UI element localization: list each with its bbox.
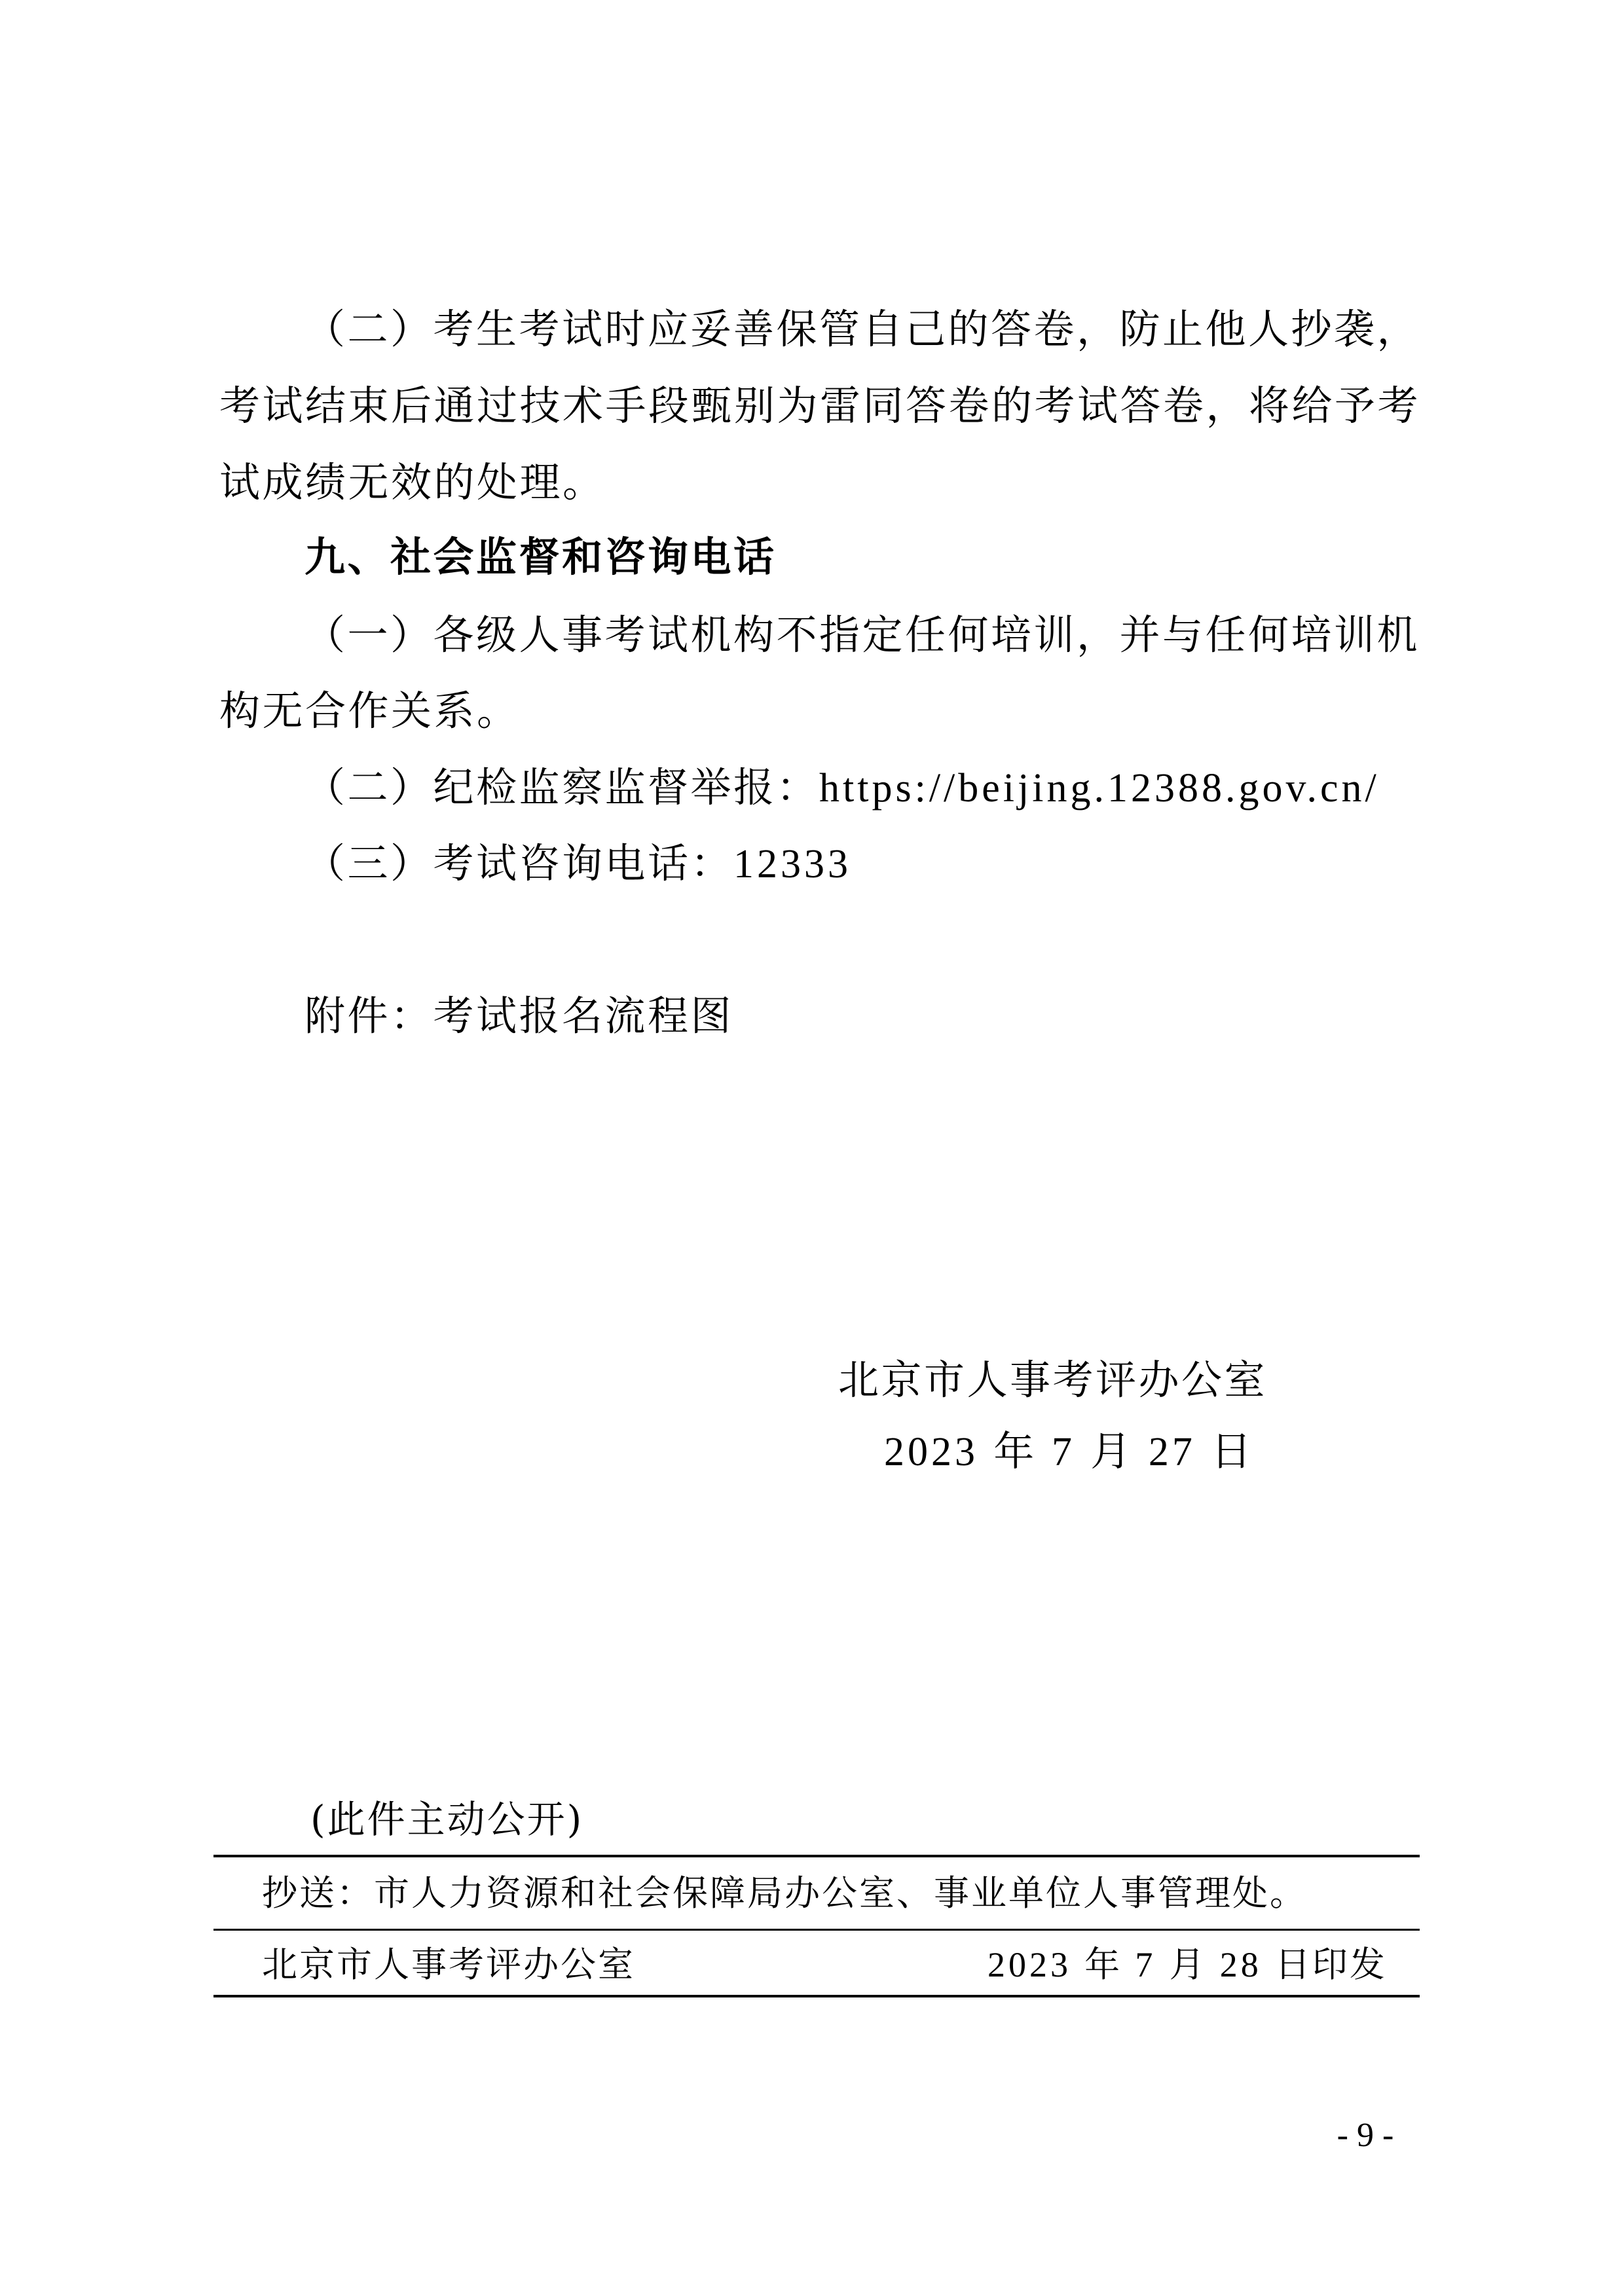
print-date-month: 7	[1135, 1945, 1156, 1984]
item-report-line	[304, 763, 1380, 811]
signature-date-year-unit: 年	[993, 1427, 1037, 1475]
print-date-day: 28	[1219, 1945, 1262, 1984]
attachment-label: 附件：	[304, 992, 434, 1040]
signature-date-year: 2023	[884, 1430, 978, 1474]
public-disclosure-note: (此件主动公开)	[310, 1797, 584, 1842]
paragraph-answer-sheet-line-1: （二）考生考试时应妥善保管自己的答卷，防止他人抄袭，	[304, 305, 1420, 353]
cc-recipients: 市人力资源和社会保障局办公室、事业单位人事管理处。	[374, 1872, 1307, 1914]
attachment-line	[304, 992, 734, 1040]
footer-issuer: 北京市人事考评办公室	[262, 1944, 635, 1985]
item-training-line-1: （一）各级人事考试机构不指定任何培训，并与任何培训机	[304, 611, 1420, 659]
footer-rule-middle	[213, 1929, 1420, 1931]
signature-organization: 北京市人事考评办公室	[838, 1356, 1268, 1404]
attachment-title: 考试报名流程图	[433, 992, 734, 1040]
print-date-year-unit: 年	[1084, 1944, 1122, 1985]
signature-date-day: 27	[1148, 1430, 1196, 1474]
section-heading-supervision: 九、社会监督和咨询电话	[304, 533, 777, 581]
paragraph-answer-sheet-line-3: 试成绩无效的处理。	[219, 458, 606, 506]
signature-date-month: 7	[1051, 1430, 1075, 1474]
signature-date	[884, 1427, 1254, 1475]
page-number: - 9 -	[1337, 2117, 1394, 2154]
print-date-month-unit: 月	[1169, 1944, 1207, 1985]
item-phone-label: （三）考试咨询电话：	[304, 839, 734, 887]
print-date-day-unit: 日印发	[1274, 1944, 1387, 1985]
consult-phone-number: 12333	[733, 842, 852, 886]
item-training-line-2: 构无合作关系。	[219, 687, 520, 735]
signature-date-day-unit: 日	[1211, 1427, 1254, 1475]
cc-label: 抄送：	[262, 1872, 374, 1914]
footer-print-date	[987, 1946, 1387, 1983]
cc-line	[262, 1872, 1307, 1914]
item-phone-line	[304, 839, 852, 887]
footer-rule-top	[213, 1855, 1420, 1857]
item-report-label: （二）纪检监察监督举报：	[304, 763, 820, 811]
footer-rule-bottom	[213, 1995, 1420, 1997]
paragraph-answer-sheet-line-2: 考试结束后通过技术手段甄别为雷同答卷的考试答卷，将给予考	[219, 382, 1421, 429]
signature-date-month-unit: 月	[1090, 1427, 1134, 1475]
print-date-year: 2023	[987, 1945, 1071, 1984]
report-url-link[interactable]: https://beijing.12388.gov.cn/	[819, 766, 1380, 811]
